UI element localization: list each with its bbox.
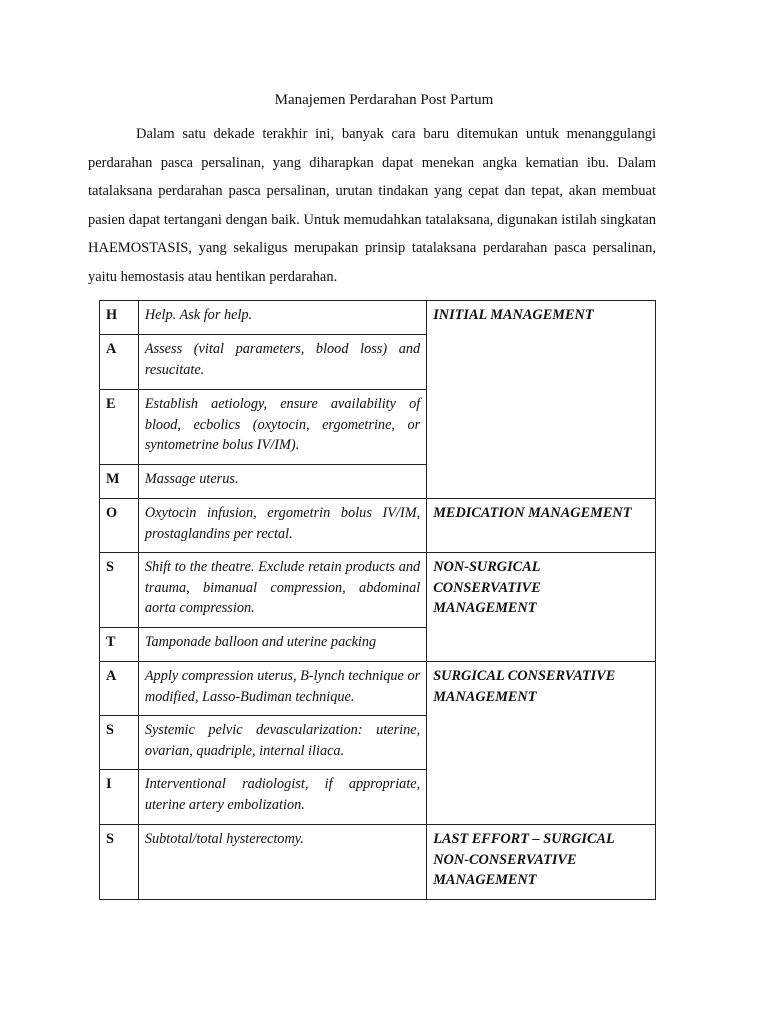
table-row: [100, 499, 656, 553]
row-description: Interventional radiologist, if appropriate, uterine artery embolization.: [138, 770, 426, 825]
row-description: Oxytocin infusion, ergometrin bolus IV/IM, prostaglandins per rectal.: [138, 499, 426, 553]
row-letter: A: [100, 335, 139, 390]
row-description: Assess (vital parameters, blood loss) and resucitate.: [138, 335, 426, 390]
haemostasis-table: [99, 300, 656, 900]
row-letter: I: [100, 770, 139, 825]
row-letter: A: [100, 662, 139, 716]
row-description: Systemic pelvic devascularization: uterine, ovarian, quadriple, internal iliaca.: [138, 716, 426, 770]
row-letter: S: [100, 825, 139, 900]
row-letter: H: [100, 301, 139, 335]
table-row: [100, 301, 656, 335]
row-letter: S: [100, 553, 139, 628]
row-description: Subtotal/total hysterectomy.: [138, 825, 426, 900]
row-description: Tamponade balloon and uterine packing: [138, 628, 426, 662]
category-surgical-conservative: SURGICAL CONSERVATIVE MANAGEMENT: [427, 662, 656, 825]
row-letter: M: [100, 465, 139, 499]
category-last-effort: LAST EFFORT – SURGICAL NON-CONSERVATIVE MANAGEMENT: [427, 825, 656, 900]
row-description: Apply compression uterus, B-lynch technique or modified, Lasso-Budiman technique.: [138, 662, 426, 716]
row-description: Shift to the theatre. Exclude retain products and trauma, bimanual compression, abdominal aorta compression.: [138, 553, 426, 628]
table-row: [100, 825, 656, 900]
row-letter: O: [100, 499, 139, 553]
row-description: Massage uterus.: [138, 465, 426, 499]
table-row: [100, 553, 656, 628]
table-row: [100, 662, 656, 716]
category-initial: INITIAL MANAGEMENT: [427, 301, 656, 499]
row-description: Establish aetiology, ensure availability of blood, ecbolics (oxytocin, ergometrine, or syntometrine bolus IV/IM).: [138, 390, 426, 465]
intro-paragraph: Dalam satu dekade terakhir ini, banyak cara baru ditemukan untuk menanggulangi perdarahan pasca persalinan, yang diharapkan dapat menekan angka kematian ibu. Dalam tatalaksana perdarahan pasca persalinan, urutan tindakan yang cepat dan tepat, akan membuat pasien dapat tertangani dengan baik. Untuk memudahkan tatalaksana, digunakan istilah singkatan HAEMOSTASIS, yang sekaligus merupakan prinsip tatalaksana perdarahan pasca persalinan, yaitu hemostasis atau hentikan perdarahan.: [88, 126, 656, 285]
category-medication: MEDICATION MANAGEMENT: [427, 499, 656, 553]
category-non-surgical: NON-SURGICAL CONSERVATIVE MANAGEMENT: [427, 553, 656, 662]
row-description: Help. Ask for help.: [138, 301, 426, 335]
document-title: Manajemen Perdarahan Post Partum: [274, 92, 494, 108]
row-letter: E: [100, 390, 139, 465]
row-letter: S: [100, 716, 139, 770]
row-letter: T: [100, 628, 139, 662]
